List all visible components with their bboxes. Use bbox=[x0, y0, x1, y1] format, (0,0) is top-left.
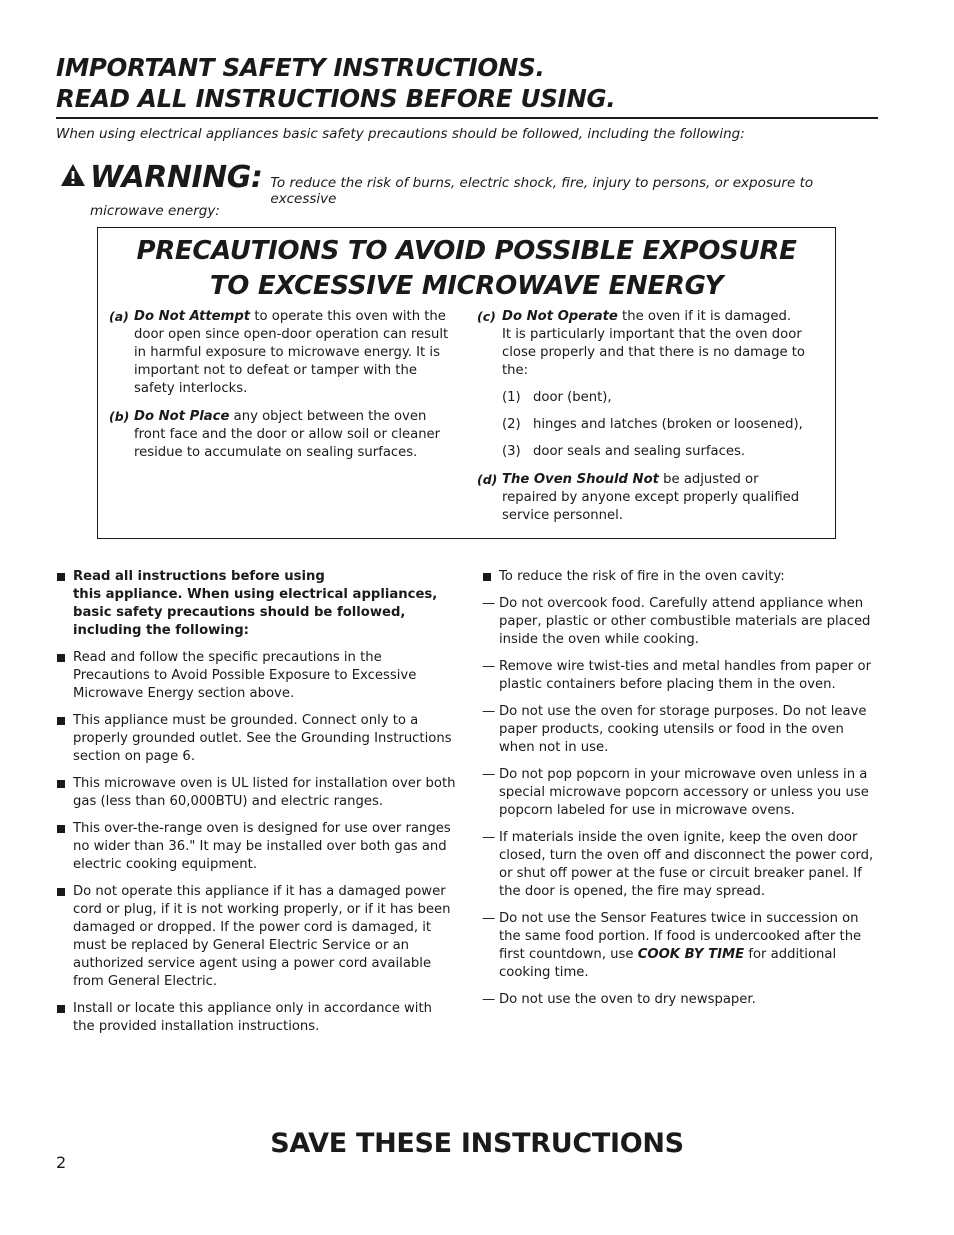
precaution-d-emphasis: The Oven Should Not bbox=[502, 472, 659, 487]
sub-number: (3) bbox=[502, 444, 521, 459]
precaution-c-sub-1 bbox=[502, 389, 817, 407]
list-item-text: This appliance must be grounded. Connect only to a properly grounded outlet. See the Grounding Instructions section on page 6. bbox=[73, 713, 452, 764]
precautions-title-line-1: PRECAUTIONS TO AVOID POSSIBLE EXPOSURE bbox=[136, 236, 797, 266]
precaution-a-emphasis: Do Not Attempt bbox=[134, 309, 251, 324]
list-item-bold-lead: Read all instructions before using bbox=[73, 569, 325, 584]
list-item bbox=[482, 766, 878, 820]
list-item bbox=[56, 649, 456, 703]
precaution-a bbox=[109, 308, 461, 398]
precautions-title bbox=[98, 234, 835, 304]
list-item-text: Read and follow the specific precautions in the Precautions to Avoid Possible Exposure to Excessive Microwave Energy section above. bbox=[73, 650, 417, 701]
list-item bbox=[56, 820, 456, 874]
list-item bbox=[482, 595, 878, 649]
list-item bbox=[482, 658, 878, 694]
bullet-square-icon bbox=[57, 654, 65, 662]
precaution-c-label: (c) bbox=[477, 309, 496, 324]
list-item bbox=[56, 775, 456, 811]
warning-block bbox=[60, 160, 860, 219]
list-item-text: Do not pop popcorn in your microwave oven unless in a special microwave popcorn accessory or unless you use popcorn labeled for use in microwave ovens. bbox=[499, 767, 869, 818]
title-line-2: READ ALL INSTRUCTIONS BEFORE USING. bbox=[56, 84, 616, 113]
page-title bbox=[56, 52, 615, 114]
list-item bbox=[56, 712, 456, 766]
bullet-square-icon bbox=[57, 888, 65, 896]
left-safety-list bbox=[56, 568, 456, 1045]
precautions-title-line-2: TO EXCESSIVE MICROWAVE ENERGY bbox=[209, 271, 724, 301]
warning-triangle-icon bbox=[60, 163, 86, 187]
sub-number: (1) bbox=[502, 390, 521, 405]
sub-text: door seals and sealing surfaces. bbox=[533, 444, 746, 459]
list-item bbox=[482, 910, 878, 982]
precaution-c-sub-3 bbox=[502, 443, 817, 461]
precaution-c-sub-2 bbox=[502, 416, 817, 434]
bullet-square-icon bbox=[57, 1005, 65, 1013]
list-item-text: This over-the-range oven is designed for use over ranges no wider than 36." It may be installed over both gas and electric cooking equipment. bbox=[73, 821, 451, 872]
bullet-square-icon bbox=[57, 573, 65, 581]
page-number: 2 bbox=[56, 1153, 67, 1172]
sub-text: door (bent), bbox=[533, 390, 612, 405]
precaution-b-emphasis: Do Not Place bbox=[134, 409, 230, 424]
bullet-square-icon bbox=[57, 825, 65, 833]
precaution-c bbox=[477, 308, 817, 461]
list-item-text: Install or locate this appliance only in accordance with the provided installation instructions. bbox=[73, 1001, 432, 1034]
dash-marker: — bbox=[482, 704, 496, 719]
precaution-c-emphasis: Do Not Operate bbox=[502, 309, 618, 324]
precaution-c-text: the oven if it is damaged. bbox=[622, 309, 792, 324]
list-item-text: This microwave oven is UL listed for installation over both gas (less than 60,000BTU) and electric ranges. bbox=[73, 776, 456, 809]
dash-marker: — bbox=[482, 830, 496, 845]
warning-word: WARNING: bbox=[90, 160, 263, 195]
cook-by-time-emphasis: COOK BY TIME bbox=[637, 947, 745, 962]
list-item bbox=[56, 568, 456, 640]
list-item-text: If materials inside the oven ignite, keep the oven door closed, turn the oven off and disconnect the power cord, or shut off power at the fuse or circuit breaker panel. If the door is opened, the fire may spread. bbox=[499, 830, 874, 899]
dash-marker: — bbox=[482, 911, 496, 926]
intro-text: When using electrical appliances basic safety precautions should be followed, including the following: bbox=[56, 126, 745, 142]
list-item bbox=[482, 703, 878, 757]
warning-text: To reduce the risk of burns, electric shock, fire, injury to persons, or exposure to excessive bbox=[270, 175, 814, 207]
precautions-left-column bbox=[109, 308, 461, 472]
bullet-square-icon bbox=[57, 717, 65, 725]
precaution-b bbox=[109, 408, 461, 462]
list-item bbox=[482, 568, 878, 586]
dash-marker: — bbox=[482, 992, 496, 1007]
save-instructions-heading: SAVE THESE INSTRUCTIONS bbox=[270, 1128, 684, 1159]
title-rule bbox=[56, 117, 878, 119]
list-item bbox=[482, 829, 878, 901]
sub-text: hinges and latches (broken or loosened), bbox=[533, 417, 803, 432]
dash-marker: — bbox=[482, 659, 496, 674]
precautions-box bbox=[97, 227, 836, 539]
warning-text-continued: microwave energy: bbox=[90, 203, 220, 219]
precaution-a-label: (a) bbox=[109, 309, 129, 324]
precaution-b-label: (b) bbox=[109, 409, 130, 424]
list-item bbox=[56, 1000, 456, 1036]
list-item-text: Remove wire twist-ties and metal handles from paper or plastic containers before placing them in the oven. bbox=[499, 659, 872, 692]
list-item-text-end: for additional cooking time. bbox=[499, 947, 837, 980]
list-item-text: To reduce the risk of fire in the oven cavity: bbox=[499, 569, 785, 584]
list-item-text: Do not operate this appliance if it has a damaged power cord or plug, if it is not working properly, or if it has been damaged or dropped. If the power cord is damaged, it must be replaced by General Electric Service or an authorized service agent using a power cord available from General Electric. bbox=[73, 884, 451, 989]
precaution-d-label: (d) bbox=[477, 472, 498, 487]
list-item-text: Do not use the oven to dry newspaper. bbox=[499, 992, 756, 1007]
list-item-text: Do not use the Sensor Features twice in succession on the same food portion. If food is undercooked after the first countdown, use bbox=[499, 911, 862, 962]
bullet-square-icon bbox=[483, 573, 491, 581]
precaution-d-text: be adjusted or repaired by anyone except properly qualified service personnel. bbox=[502, 472, 800, 523]
precaution-c-detail: It is particularly important that the oven door close properly and that there is no damage to the: bbox=[502, 327, 805, 378]
title-line-1: IMPORTANT SAFETY INSTRUCTIONS. bbox=[56, 53, 545, 82]
list-item-text: Do not use the oven for storage purposes. Do not leave paper products, cooking utensils or food in the oven when not in use. bbox=[499, 704, 867, 755]
list-item bbox=[482, 991, 878, 1009]
precaution-b-text: any object between the oven front face and the door or allow soil or cleaner residue to accumulate on sealing surfaces. bbox=[134, 409, 441, 460]
precaution-d bbox=[477, 471, 817, 525]
dash-marker: — bbox=[482, 767, 496, 782]
bullet-square-icon bbox=[57, 780, 65, 788]
list-item-text: Do not overcook food. Carefully attend appliance when paper, plastic or other combustible materials are placed inside the oven while cooking. bbox=[499, 596, 871, 647]
precautions-right-column bbox=[477, 308, 817, 535]
precaution-a-text: to operate this oven with the door open since open-door operation can result in harmful exposure to microwave energy. It is important not to defeat or tamper with the safety interlocks. bbox=[134, 309, 449, 396]
list-item-bold-text: this appliance. When using electrical appliances, basic safety precautions should be followed, including the following: bbox=[73, 587, 438, 638]
dash-marker: — bbox=[482, 596, 496, 611]
right-safety-list bbox=[482, 568, 878, 1018]
list-item bbox=[56, 883, 456, 991]
sub-number: (2) bbox=[502, 417, 521, 432]
